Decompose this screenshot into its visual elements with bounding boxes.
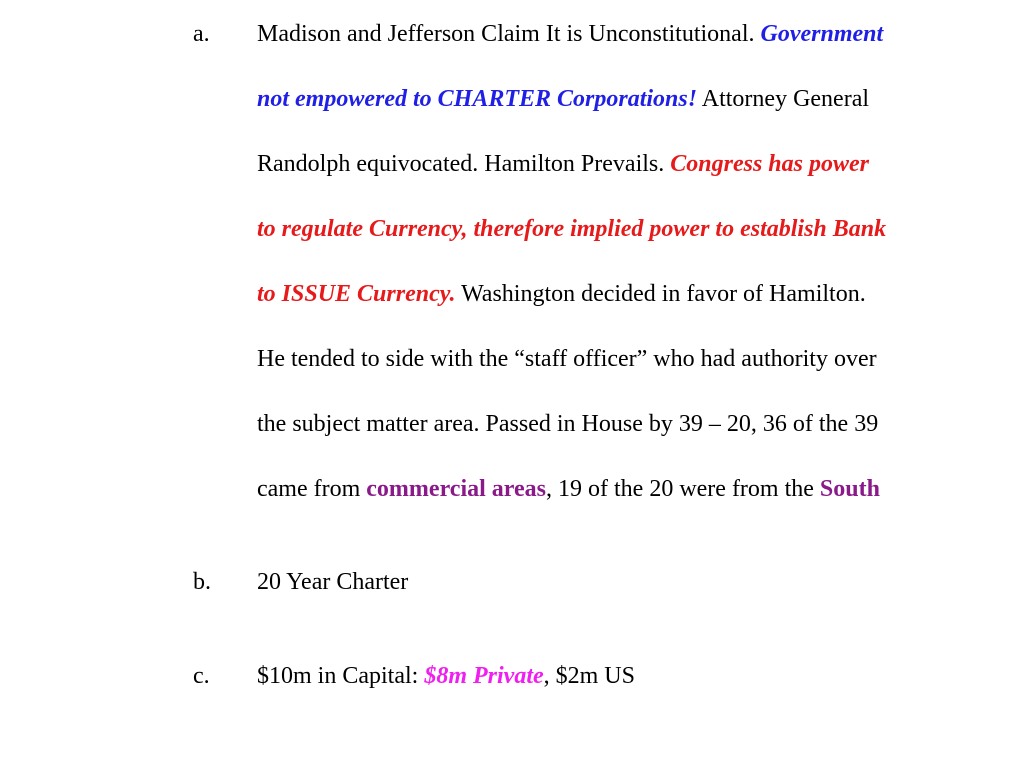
- emphasis-issue-currency: to ISSUE Currency.: [257, 281, 456, 307]
- text-line: [257, 152, 869, 176]
- list-marker-c: c.: [193, 663, 210, 689]
- text-run: Madison and Jefferson Claim It is Unconstitutional.: [257, 21, 761, 47]
- text-line: [257, 87, 869, 111]
- text-run: He tended to side with the “staff officer” who had authority over: [257, 346, 877, 372]
- text-run: , 19 of the 20 were from the: [546, 476, 820, 502]
- text-run: Washington decided in favor of Hamilton.: [455, 281, 866, 307]
- text-line: [257, 347, 877, 371]
- emphasis-congress-power: Congress has power: [670, 151, 869, 177]
- text-line: [257, 217, 886, 241]
- emphasis-commercial-areas: commercial areas: [366, 476, 546, 502]
- emphasis-private-capital: $8m Private: [424, 663, 544, 689]
- text-line: [257, 664, 635, 688]
- text-line: [257, 477, 880, 501]
- emphasis-regulate-currency: to regulate Currency, therefore implied power to establish Bank: [257, 216, 887, 242]
- text-run: Randolph equivocated. Hamilton Prevails.: [257, 151, 671, 177]
- text-run: $10m in Capital:: [257, 663, 425, 689]
- list-marker-b: b.: [193, 569, 211, 595]
- text-line: [257, 282, 866, 306]
- list-marker-a: a.: [193, 21, 210, 47]
- text-line: [257, 22, 883, 46]
- text-run: came from: [257, 476, 367, 502]
- text-run: 20 Year Charter: [257, 569, 409, 595]
- text-run: Attorney General: [697, 86, 870, 112]
- emphasis-government: Government: [760, 21, 884, 47]
- text-line: [257, 570, 408, 594]
- text-run: the subject matter area. Passed in House by 39 – 20, 36 of the 39: [257, 411, 879, 437]
- text-line: [257, 412, 878, 436]
- text-run: , $2m US: [543, 663, 635, 689]
- emphasis-south: South: [819, 476, 880, 502]
- emphasis-charter-corporations: not empowered to CHARTER Corporations!: [257, 86, 698, 112]
